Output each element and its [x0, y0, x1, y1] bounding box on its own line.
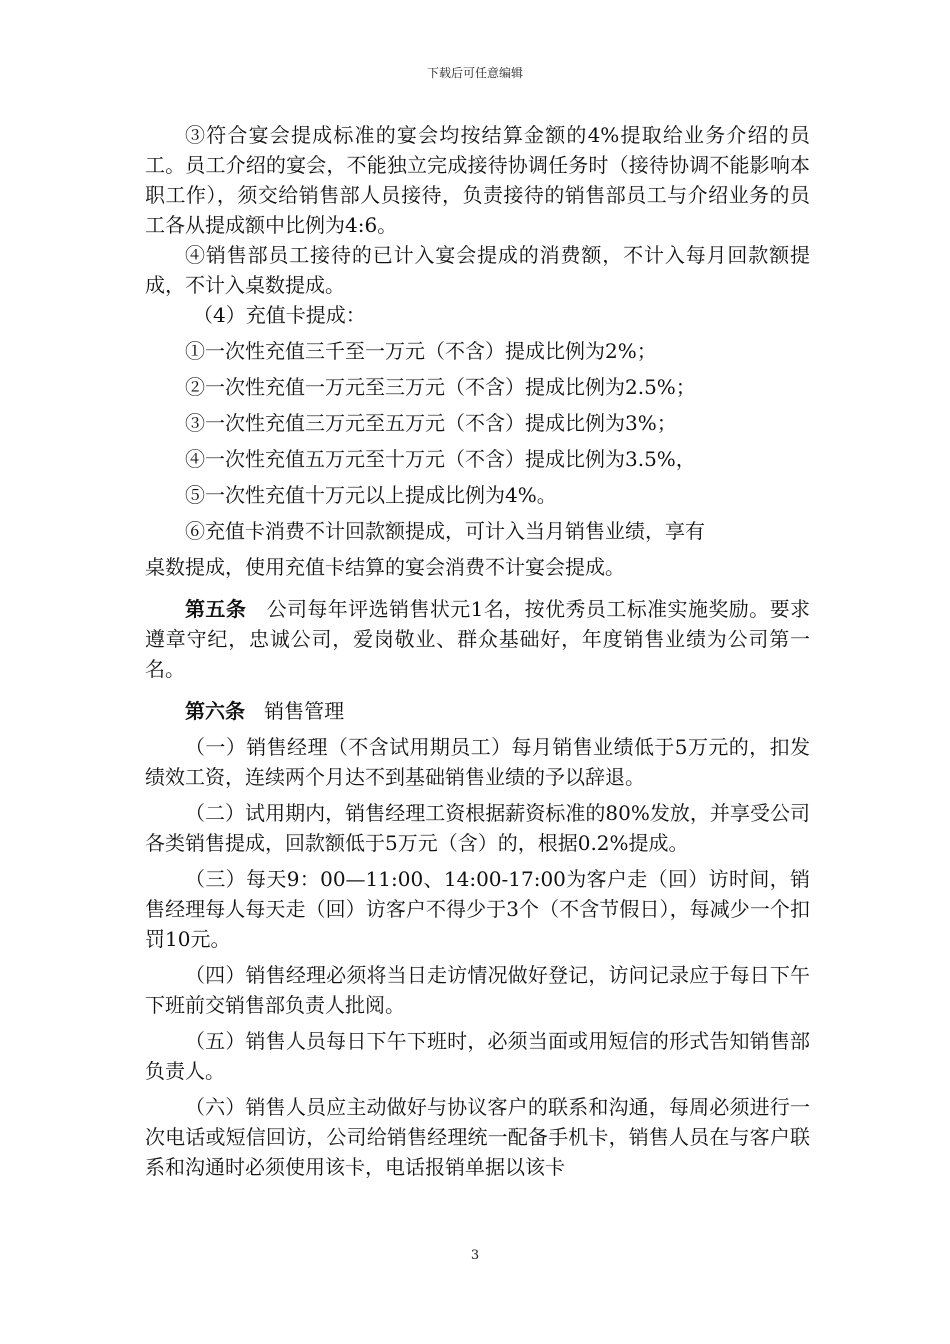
list-item: ②一次性充值一万元至三万元（不含）提成比例为2.5%； — [185, 375, 696, 399]
page-header: 下载后可任意编辑 — [426, 66, 523, 80]
article-5 — [145, 594, 810, 684]
article-6 — [145, 696, 810, 726]
list-item: ④一次性充值五万元至十万元（不含）提成比例为3.5%， — [185, 447, 696, 471]
document-body — [145, 120, 810, 1182]
article-text: 公司每年评选销售状元1名，按优秀员工标准实施奖励。要求遵章守纪，忠诚公司，爱岗敬业、群众基础好，年度销售业绩为公司第一名。 — [145, 597, 811, 681]
article-label: 第六条 — [185, 699, 245, 723]
article-label: 第五条 — [185, 597, 247, 621]
article-title: 销售管理 — [264, 699, 345, 723]
paragraph: （三）每天9：00—11:00、14:00-17:00为客户走（回）访时间，销售经理每人每天走（回）访客户不得少于3个（不含节假日），每减少一个扣罚10元。 — [145, 867, 810, 951]
paragraph: ③符合宴会提成标准的宴会均按结算金额的4%提取给业务介绍的员工。员工介绍的宴会，不能独立完成接待协调任务时（接待协调不能影响本职工作），须交给销售部人员接待，负责接待的销售部员工与介绍业务的员工各从提成额中比例为4:6。 — [145, 123, 810, 237]
paragraph: 桌数提成，使用充值卡结算的宴会消费不计宴会提成。 — [145, 555, 625, 579]
list-item: ⑥充值卡消费不计回款额提成，可计入当月销售业绩，享有 — [185, 519, 705, 543]
paragraph: （一）销售经理（不含试用期员工）每月销售业绩低于5万元的，扣发绩效工资，连续两个月达不到基础销售业绩的予以辞退。 — [145, 735, 810, 789]
list-item: ①一次性充值三千至一万元（不含）提成比例为2%； — [185, 339, 657, 363]
list-item: ⑤一次性充值十万元以上提成比例为4%。 — [185, 483, 557, 507]
paragraph: ④销售部员工接待的已计入宴会提成的消费额，不计入每月回款额提成，不计入桌数提成。 — [145, 243, 810, 297]
paragraph: （六）销售人员应主动做好与协议客户的联系和沟通，每周必须进行一次电话或短信回访，公司给销售经理统一配备手机卡，销售人员在与客户联系和沟通时必须使用该卡，电话报销单据以该卡 — [145, 1095, 810, 1179]
paragraph: （二）试用期内，销售经理工资根据薪资标准的80%发放，并享受公司各类销售提成，回款额低于5万元（含）的，根据0.2%提成。 — [145, 801, 810, 855]
paragraph: （4）充值卡提成： — [193, 303, 366, 327]
paragraph: （五）销售人员每日下午下班时，必须当面或用短信的形式告知销售部负责人。 — [145, 1029, 810, 1083]
list-item: ③一次性充值三万元至五万元（不含）提成比例为3%； — [185, 411, 677, 435]
paragraph: （四）销售经理必须将当日走访情况做好登记，访问记录应于每日下午下班前交销售部负责人批阅。 — [145, 963, 810, 1017]
page-number: 3 — [470, 1248, 480, 1263]
